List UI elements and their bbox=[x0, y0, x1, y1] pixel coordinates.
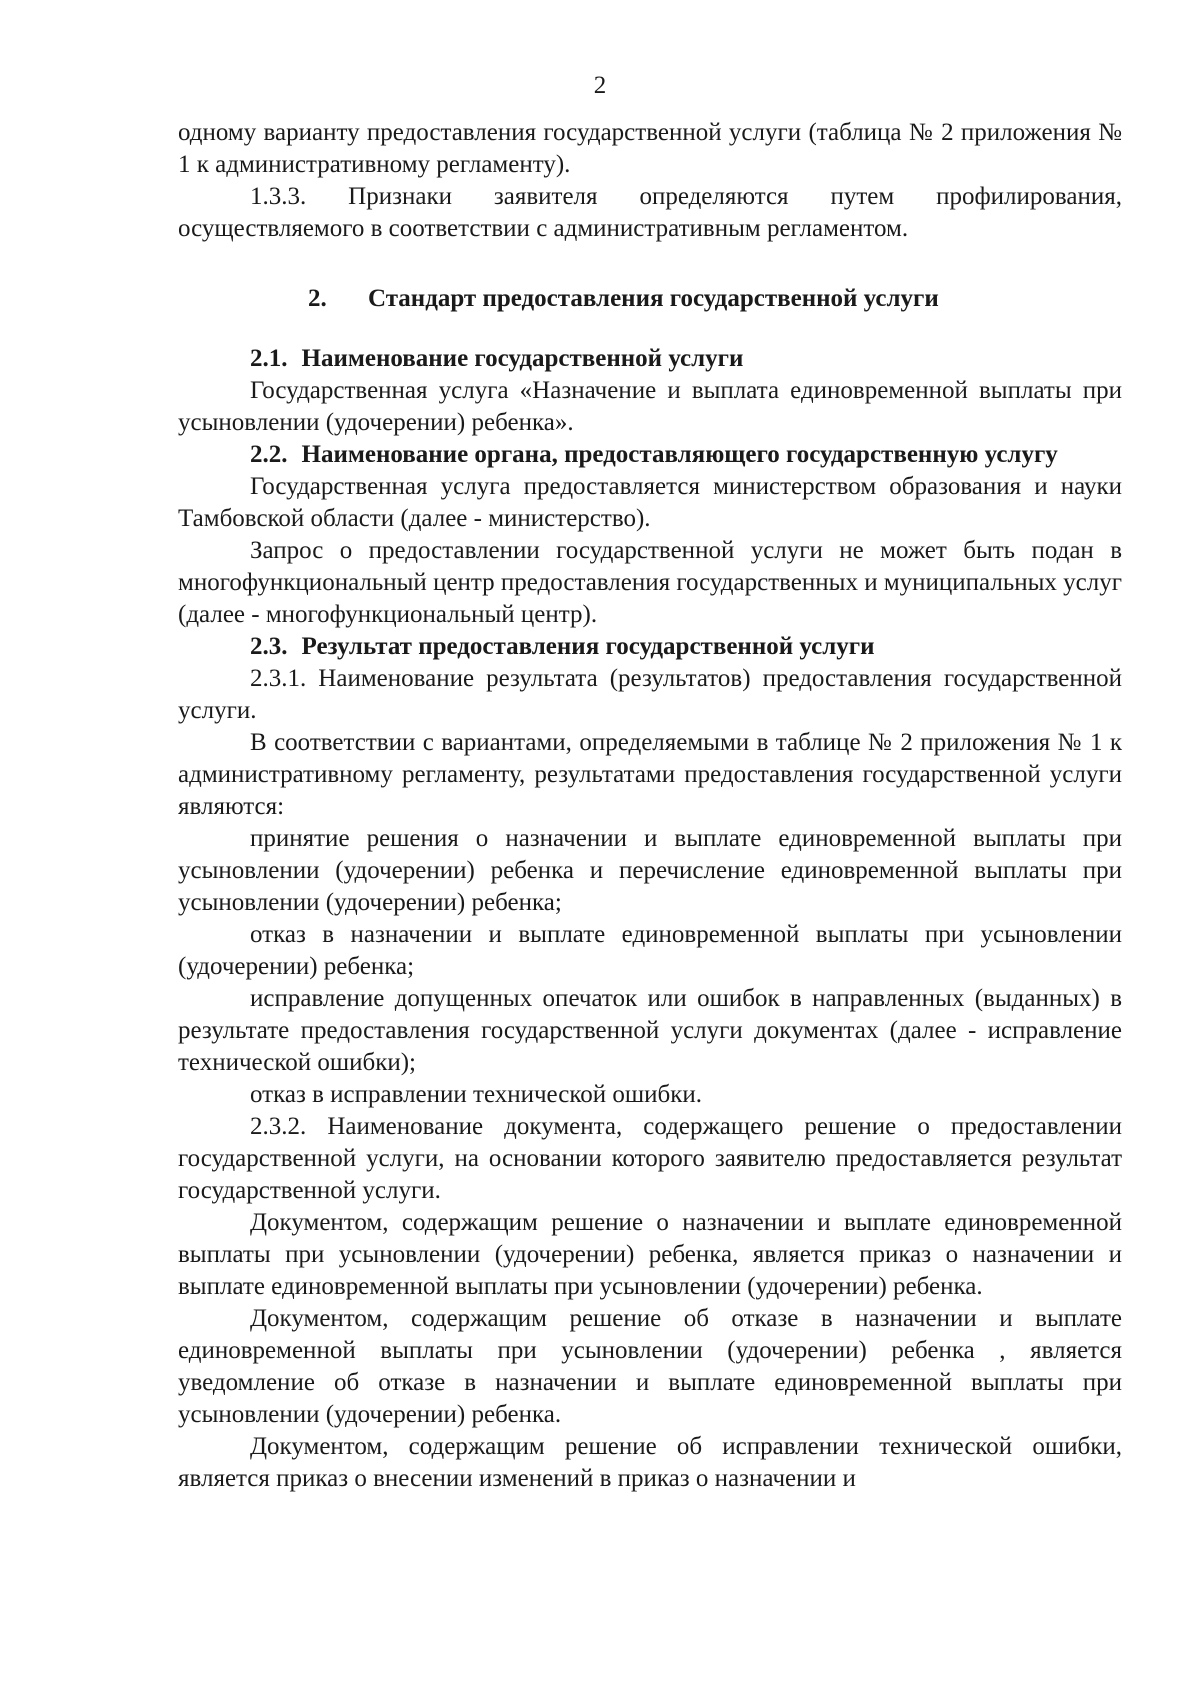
document-body bbox=[178, 117, 1122, 1495]
paragraph: принятие решения о назначении и выплате единовременной выплаты при усыновлении (удочерении) ребенка и перечисление единовременной выплаты при усыновлении (удочерении) ребенка; bbox=[178, 825, 1122, 916]
paragraph: Документом, содержащим решение о назначении и выплате единовременной выплаты при усыновлении (удочерении) ребенка, является приказ о назначении и выплате единовременной выплаты при усыновлении (удочерении) ребенка. bbox=[178, 1209, 1122, 1300]
section-number: 2. bbox=[308, 285, 327, 312]
paragraph: Государственная услуга предоставляется министерством образования и науки Тамбовской области (далее - министерство). bbox=[178, 473, 1122, 532]
paragraph: Документом, содержащим решение об отказе в назначении и выплате единовременной выплаты при усыновлении (удочерении) ребенка , является уведомление об отказе в назначении и выплате единовременной выплаты при усыновлении (удочерении) ребенка. bbox=[178, 1305, 1122, 1428]
page-number: 2 bbox=[593, 72, 607, 99]
subsection-title: Результат предоставления государственной услуги bbox=[301, 633, 875, 660]
paragraph: отказ в исправлении технической ошибки. bbox=[250, 1081, 702, 1108]
subsection-number: 2.3. bbox=[250, 633, 288, 660]
section-title: Стандарт предоставления государственной услуги bbox=[368, 285, 939, 312]
subsection-heading bbox=[178, 439, 1122, 471]
subsection-number: 2.1. bbox=[250, 345, 288, 372]
paragraph: 2.3.2. Наименование документа, содержащего решение о предоставлении государственной услуги, на основании которого заявителю предоставляется результат государственной услуги. bbox=[178, 1113, 1122, 1204]
subsection-heading bbox=[178, 631, 1122, 663]
section-heading bbox=[178, 283, 1122, 315]
subsection-title: Наименование органа, предоставляющего государственную услугу bbox=[301, 441, 1058, 468]
subsection-heading bbox=[178, 343, 1122, 375]
paragraph: В соответствии с вариантами, определяемыми в таблице № 2 приложения № 1 к административному регламенту, результатами предоставления государственной услуги являются: bbox=[178, 729, 1122, 820]
paragraph: исправление допущенных опечаток или ошибок в направленных (выданных) в результате предоставления государственной услуги документах (далее - исправление технической ошибки); bbox=[178, 985, 1122, 1076]
paragraph: 2.3.1. Наименование результата (результатов) предоставления государственной услуги. bbox=[178, 665, 1122, 724]
paragraph: одному варианту предоставления государственной услуги (таблица № 2 приложения № 1 к административному регламенту). bbox=[178, 119, 1122, 178]
paragraph: 1.3.3. Признаки заявителя определяются путем профилирования, осуществляемого в соответствии с административным регламентом. bbox=[178, 183, 1122, 242]
paragraph: Документом, содержащим решение об исправлении технической ошибки, является приказ о внесении изменений в приказ о назначении и bbox=[178, 1433, 1122, 1492]
paragraph: Запрос о предоставлении государственной услуги не может быть подан в многофункциональный центр предоставления государственных и муниципальных услуг (далее - многофункциональный центр). bbox=[178, 537, 1122, 628]
subsection-title: Наименование государственной услуги bbox=[301, 345, 744, 372]
paragraph: Государственная услуга «Назначение и выплата единовременной выплаты при усыновлении (удочерении) ребенка». bbox=[178, 377, 1122, 436]
paragraph: отказ в назначении и выплате единовременной выплаты при усыновлении (удочерении) ребенка; bbox=[178, 921, 1122, 980]
subsection-number: 2.2. bbox=[250, 441, 288, 468]
